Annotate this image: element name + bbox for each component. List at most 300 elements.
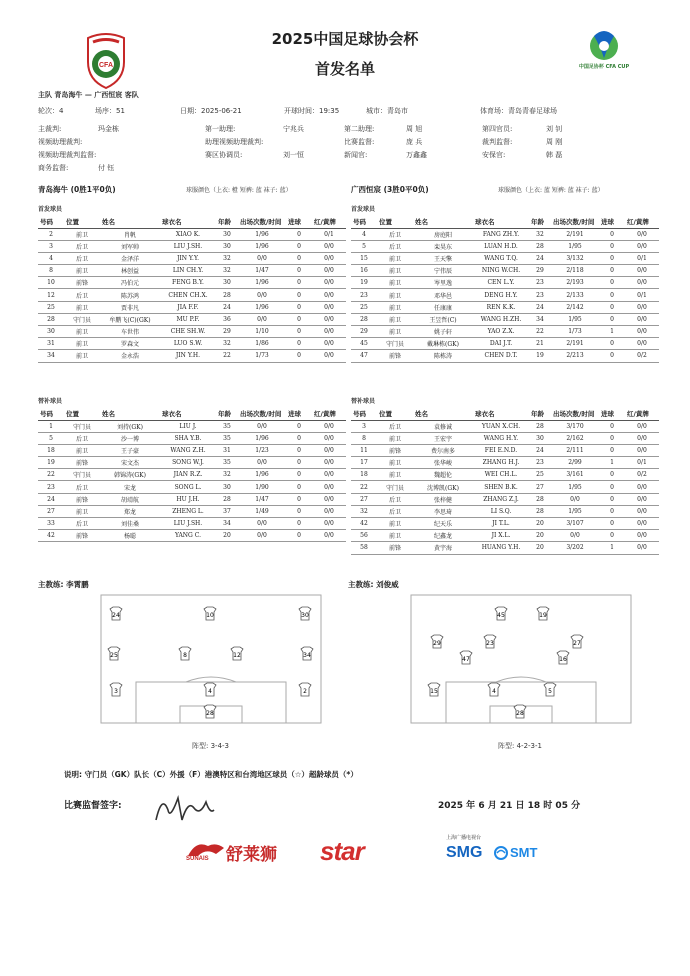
column-header: 球衣名 — [160, 215, 216, 228]
table-cell: 0 — [286, 469, 312, 481]
table-cell: JIA F.F. — [160, 301, 216, 313]
table-cell: 22 — [38, 469, 64, 481]
table-cell: 0 — [286, 505, 312, 517]
table-cell: 0/0 — [238, 518, 286, 530]
table-cell: LUAN H.D. — [473, 240, 529, 252]
table-cell: HU J.H. — [160, 493, 216, 505]
table-row — [38, 493, 346, 505]
table-cell: 0/0 — [312, 265, 346, 277]
table-cell: 24 — [529, 301, 551, 313]
table-cell: 2/118 — [551, 265, 599, 277]
table-cell: ZHANG Z.J. — [473, 493, 529, 505]
table-row — [38, 277, 346, 289]
player-number: 45 — [497, 612, 505, 619]
player-shirt — [179, 647, 191, 660]
table-cell: 前卫 — [377, 518, 413, 530]
table-cell: 陈苏鸿 — [100, 289, 160, 301]
table-cell: 姚子轩 — [413, 326, 473, 338]
table-cell: 21 — [529, 338, 551, 350]
column-header: 出场次数/时间 — [551, 215, 599, 228]
table-row — [351, 338, 659, 350]
table-cell: SONG W.J. — [160, 457, 216, 469]
table-cell: 33 — [38, 518, 64, 530]
official-name: 庞 兵 — [406, 138, 423, 146]
table-cell: 0/0 — [312, 240, 346, 252]
table-cell: 任康康 — [413, 301, 473, 313]
table-cell: 守门员 — [64, 469, 100, 481]
table-cell: 0 — [599, 252, 625, 264]
table-cell: 24 — [216, 301, 238, 313]
official-label: 第四官员: — [482, 125, 513, 133]
table-cell: 58 — [351, 542, 377, 554]
table-row — [351, 444, 659, 456]
table-cell: 后卫 — [64, 432, 100, 444]
table-cell: 0 — [286, 518, 312, 530]
table-row — [38, 240, 346, 252]
table-cell: 杨聪 — [100, 530, 160, 542]
table-cell: 0/0 — [238, 420, 286, 432]
table-cell: 35 — [216, 420, 238, 432]
column-header: 号码 — [38, 215, 64, 228]
table-cell: 1/96 — [238, 228, 286, 240]
table-cell: 12 — [38, 289, 64, 301]
table-cell: YAO Z.X. — [473, 326, 529, 338]
table-cell: 0 — [286, 228, 312, 240]
table-cell: 胡靖航 — [100, 493, 160, 505]
table-cell: 后卫 — [377, 240, 413, 252]
player-number: 5 — [548, 688, 552, 695]
player-shirt — [488, 683, 500, 696]
player-number: 24 — [112, 612, 120, 619]
column-header: 姓名 — [100, 215, 160, 228]
column-header: 进球 — [286, 407, 312, 420]
table-cell: 32 — [216, 338, 238, 350]
table-cell: 0/0 — [625, 530, 659, 542]
smg-top-text: 上海广播电视台 — [446, 835, 482, 841]
sponsor-sunais — [186, 838, 282, 868]
table-row — [351, 313, 659, 325]
away-formation: 阵型: 4-2-3-1 — [498, 742, 542, 750]
table-cell: ZHANG H.J. — [473, 457, 529, 469]
table-cell: 3/161 — [551, 469, 599, 481]
player-shirt — [431, 635, 443, 648]
table-cell: 前锋 — [64, 530, 100, 542]
sponsor-sunais-en: SUNAIS — [186, 856, 209, 862]
player-number: 29 — [433, 640, 441, 647]
table-cell: 罗森文 — [100, 338, 160, 350]
table-cell: 0 — [599, 469, 625, 481]
player-shirt — [460, 651, 472, 664]
player-number: 28 — [206, 710, 214, 717]
table-cell: 前卫 — [377, 432, 413, 444]
player-number: 16 — [559, 656, 567, 663]
page-subtitle: 首发名单 — [314, 60, 375, 78]
table-cell: 0 — [286, 493, 312, 505]
player-number: 47 — [462, 656, 470, 663]
table-cell: 王子豪 — [100, 444, 160, 456]
table-row — [351, 493, 659, 505]
table-cell: 30 — [38, 326, 64, 338]
table-cell: 车世伟 — [100, 326, 160, 338]
table-cell: 0/0 — [625, 338, 659, 350]
table-cell: 戴琳栋(GK) — [413, 338, 473, 350]
home-formation-pitch — [100, 594, 322, 724]
table-cell: 32 — [351, 505, 377, 517]
player-shirt — [514, 705, 526, 718]
table-row — [38, 289, 346, 301]
table-cell: CHEN D.T. — [473, 350, 529, 362]
away-starting-label: 首发球员 — [351, 206, 376, 213]
table-cell: 后卫 — [64, 518, 100, 530]
table-cell: 2 — [38, 228, 64, 240]
table-cell: 宋龙 — [100, 481, 160, 493]
table-cell: 1/96 — [238, 469, 286, 481]
table-cell: SONG L. — [160, 481, 216, 493]
table-cell: 8 — [38, 265, 64, 277]
table-row — [351, 326, 659, 338]
signature-time: 2025 年 6 月 21 日 18 时 05 分 — [438, 801, 581, 811]
table-cell: 1/10 — [238, 326, 286, 338]
table-row — [38, 481, 346, 493]
column-header: 年龄 — [216, 407, 238, 420]
table-cell: 后卫 — [64, 240, 100, 252]
table-cell: FEI E.N.D. — [473, 444, 529, 456]
official-name: 韩 磊 — [546, 151, 563, 159]
table-cell: 王昱哲(C) — [413, 313, 473, 325]
player-number: 8 — [183, 652, 187, 659]
table-cell: 0/0 — [625, 493, 659, 505]
table-cell: 0 — [286, 313, 312, 325]
table-cell: 金泽洋 — [100, 252, 160, 264]
table-cell: 1/95 — [551, 240, 599, 252]
table-cell: 0/0 — [312, 313, 346, 325]
table-cell: 30 — [529, 432, 551, 444]
player-shirt — [484, 635, 496, 648]
table-cell: 0 — [286, 326, 312, 338]
column-header: 出场次数/时间 — [238, 215, 286, 228]
table-cell: 28 — [351, 313, 377, 325]
table-cell: 前卫 — [377, 265, 413, 277]
table-cell: 37 — [216, 505, 238, 517]
table-cell: 0 — [599, 289, 625, 301]
table-cell: 25 — [38, 301, 64, 313]
city: 城市：青岛市 — [366, 107, 408, 115]
venue: 体育场：青岛青春足球场 — [480, 107, 557, 115]
table-cell: 0 — [599, 420, 625, 432]
table-cell: 陈栋涛 — [413, 350, 473, 362]
column-header: 号码 — [38, 407, 64, 420]
table-cell: 0/0 — [312, 289, 346, 301]
away-starting-table — [351, 215, 659, 363]
table-cell: 0 — [286, 338, 312, 350]
table-cell: 23 — [38, 481, 64, 493]
table-cell: 0 — [286, 481, 312, 493]
table-cell: 0/0 — [312, 493, 346, 505]
table-row — [351, 432, 659, 444]
table-cell: 后卫 — [64, 252, 100, 264]
table-cell: 魏超伦 — [413, 469, 473, 481]
table-cell: 肖帆 — [100, 228, 160, 240]
table-cell: 前卫 — [377, 301, 413, 313]
table-cell: 1/23 — [238, 444, 286, 456]
away-subs-label: 替补球员 — [351, 398, 376, 405]
table-cell: 42 — [38, 530, 64, 542]
table-cell: 27 — [38, 505, 64, 517]
table-row — [351, 240, 659, 252]
cfa-logo-text: CFA — [99, 62, 113, 69]
table-cell: 前锋 — [64, 457, 100, 469]
table-cell: 0/0 — [625, 240, 659, 252]
match-no: 场序：51 — [95, 107, 125, 115]
table-cell: 20 — [529, 518, 551, 530]
table-cell: 32 — [216, 469, 238, 481]
table-row — [351, 420, 659, 432]
table-cell: XIAO K. — [160, 228, 216, 240]
table-cell: 前卫 — [64, 326, 100, 338]
table-cell: 0/0 — [625, 326, 659, 338]
table-cell: 32 — [216, 252, 238, 264]
column-header: 位置 — [64, 407, 100, 420]
table-cell: 47 — [351, 350, 377, 362]
table-row — [351, 530, 659, 542]
round: 轮次：4 — [38, 107, 64, 115]
table-cell: JI X.L. — [473, 530, 529, 542]
table-cell: 0 — [599, 518, 625, 530]
player-shirt — [557, 651, 569, 664]
table-cell: FANG ZH.Y. — [473, 228, 529, 240]
official-label: 助理视频助理裁判: — [205, 138, 264, 146]
table-cell: 5 — [38, 432, 64, 444]
player-shirt — [299, 607, 311, 620]
table-cell: 0/2 — [625, 350, 659, 362]
official-name: 玛金栋 — [98, 125, 119, 133]
home-subs-label: 替补球员 — [38, 398, 63, 405]
table-cell: 35 — [216, 457, 238, 469]
table-cell: 1/96 — [238, 240, 286, 252]
player-number: 19 — [539, 612, 547, 619]
table-cell: 0/0 — [238, 457, 286, 469]
table-cell: WANG T.Q. — [473, 252, 529, 264]
table-cell: 1/95 — [551, 505, 599, 517]
table-cell: 32 — [216, 265, 238, 277]
table-row — [351, 469, 659, 481]
table-row — [38, 252, 346, 264]
table-cell: 前锋 — [377, 542, 413, 554]
table-cell: 0 — [599, 350, 625, 362]
table-cell: 30 — [216, 277, 238, 289]
table-row — [38, 530, 346, 542]
player-shirt — [301, 647, 313, 660]
table-cell: 1/90 — [238, 481, 286, 493]
table-cell: 0/0 — [312, 420, 346, 432]
table-cell: 前锋 — [377, 444, 413, 456]
table-row — [38, 313, 346, 325]
official-label: 安保官: — [482, 151, 506, 159]
table-cell: 后卫 — [377, 228, 413, 240]
official-name: 宁兆兵 — [283, 125, 304, 133]
table-cell: 23 — [351, 289, 377, 301]
official-label: 第二助理: — [344, 125, 375, 133]
table-cell: 0/0 — [551, 493, 599, 505]
official-label: 比赛监督: — [344, 138, 375, 146]
player-number: 30 — [301, 612, 309, 619]
table-cell: 23 — [529, 289, 551, 301]
table-cell: 3/132 — [551, 252, 599, 264]
table-cell: 28 — [529, 420, 551, 432]
table-cell: 20 — [529, 530, 551, 542]
table-cell: 34 — [216, 518, 238, 530]
table-cell: 0/1 — [625, 289, 659, 301]
column-header: 球衣名 — [473, 407, 529, 420]
table-cell: YUAN X.CH. — [473, 420, 529, 432]
table-cell: 10 — [38, 277, 64, 289]
column-header: 位置 — [64, 215, 100, 228]
page-title: 2025中国足球协会杯 — [271, 30, 419, 48]
official-label: 商务监督: — [38, 164, 69, 172]
column-header: 出场次数/时间 — [238, 407, 286, 420]
table-cell: FENG B.Y. — [160, 277, 216, 289]
table-cell: 前卫 — [64, 444, 100, 456]
legend-note: 说明: 守门员（GK）队长（C）外援（F）港澳特区和台湾地区球员（☆）超龄球员（*） — [64, 770, 358, 779]
table-cell: 0/0 — [238, 530, 286, 542]
away-kit: 球服颜色（上衣: 蓝 短裤: 蓝 袜子: 蓝） — [498, 187, 604, 194]
table-row — [38, 505, 346, 517]
table-cell: 0/1 — [312, 228, 346, 240]
player-number: 23 — [486, 640, 494, 647]
sunais-lion-icon — [186, 838, 226, 858]
player-number: 4 — [492, 688, 496, 695]
table-cell: 3 — [38, 240, 64, 252]
official-label: 新闻官: — [344, 151, 368, 159]
kickoff-time: 开球时间：19:35 — [284, 107, 340, 115]
table-cell: 0 — [599, 432, 625, 444]
sponsor-sunais-cn: 舒莱狮 — [226, 845, 277, 864]
official-label: 主裁判: — [38, 125, 62, 133]
table-cell: DAI J.T. — [473, 338, 529, 350]
table-cell: 0/0 — [625, 301, 659, 313]
column-header: 球衣名 — [473, 215, 529, 228]
table-cell: 0/0 — [312, 505, 346, 517]
table-cell: 前卫 — [64, 505, 100, 517]
table-cell: 0 — [286, 252, 312, 264]
table-cell: 56 — [351, 530, 377, 542]
table-cell: 后卫 — [64, 481, 100, 493]
player-number: 12 — [233, 652, 241, 659]
table-cell: 0/0 — [625, 420, 659, 432]
table-cell: 0 — [599, 481, 625, 493]
table-cell: SHEN B.K. — [473, 481, 529, 493]
table-cell: LIU J. — [160, 420, 216, 432]
table-cell: 0/0 — [312, 469, 346, 481]
table-cell: 房庭阳 — [413, 228, 473, 240]
signature-image — [148, 790, 218, 828]
player-number: 4 — [208, 688, 212, 695]
table-cell: 28 — [38, 313, 64, 325]
table-cell: 刘持(GK) — [100, 420, 160, 432]
player-number: 2 — [303, 688, 307, 695]
player-number: 34 — [303, 652, 311, 659]
table-cell: 0/0 — [312, 457, 346, 469]
table-cell: 18 — [351, 469, 377, 481]
column-header: 红/黄牌 — [312, 215, 346, 228]
table-cell: 16 — [351, 265, 377, 277]
table-cell: 前卫 — [377, 326, 413, 338]
table-cell: 前卫 — [377, 313, 413, 325]
table-cell: 2/111 — [551, 444, 599, 456]
table-cell: 0/0 — [625, 542, 659, 554]
table-cell: 3/170 — [551, 420, 599, 432]
table-cell: 刘佳桑 — [100, 518, 160, 530]
table-row — [38, 265, 346, 277]
table-cell: 沙一博 — [100, 432, 160, 444]
table-cell: 0 — [599, 505, 625, 517]
table-cell: 25 — [351, 301, 377, 313]
official-label: 裁判监督: — [482, 138, 513, 146]
cup-logo-text: 中国足协杯 CFA CUP — [578, 64, 630, 70]
table-row — [351, 289, 659, 301]
player-shirt — [231, 647, 243, 660]
table-cell: CHEN CH.X. — [160, 289, 216, 301]
table-cell: 0/0 — [625, 265, 659, 277]
table-cell: 前卫 — [64, 338, 100, 350]
table-cell: CEN L.Y. — [473, 277, 529, 289]
table-cell: 1/47 — [238, 265, 286, 277]
table-cell: 0/0 — [625, 228, 659, 240]
table-cell: 22 — [351, 481, 377, 493]
table-row — [38, 228, 346, 240]
table-cell: 0/0 — [238, 252, 286, 264]
table-cell: 前卫 — [377, 530, 413, 542]
signature-label: 比赛监督签字: — [64, 801, 122, 811]
table-row — [38, 457, 346, 469]
home-starting-table — [38, 215, 346, 363]
table-cell: 0 — [599, 240, 625, 252]
player-shirt — [204, 705, 216, 718]
table-cell: 27 — [529, 481, 551, 493]
table-cell: 纪天乐 — [413, 518, 473, 530]
table-cell: 4 — [38, 252, 64, 264]
table-cell: 0/0 — [625, 444, 659, 456]
table-cell: 0 — [599, 301, 625, 313]
table-cell: 0/0 — [238, 289, 286, 301]
cfa-cup-logo — [578, 26, 630, 82]
table-cell: 23 — [529, 457, 551, 469]
table-cell: 0 — [286, 301, 312, 313]
table-cell: 前卫 — [377, 289, 413, 301]
match-date: 日期：2025-06-21 — [180, 107, 242, 115]
table-cell: 4 — [351, 228, 377, 240]
table-cell: JIAN R.Z. — [160, 469, 216, 481]
table-row — [38, 432, 346, 444]
table-cell: LUO S.W. — [160, 338, 216, 350]
table-cell: 0/0 — [238, 313, 286, 325]
table-cell: 1/49 — [238, 505, 286, 517]
table-row — [38, 301, 346, 313]
table-cell: 前锋 — [64, 277, 100, 289]
player-number: 15 — [430, 688, 438, 695]
table-cell: LIU J.SH. — [160, 518, 216, 530]
player-number: 3 — [114, 688, 118, 695]
table-cell: 0 — [599, 277, 625, 289]
table-cell: 守门员 — [377, 338, 413, 350]
player-shirt — [495, 607, 507, 620]
table-row — [351, 228, 659, 240]
away-formation-pitch — [410, 594, 632, 724]
table-cell: 2/99 — [551, 457, 599, 469]
table-cell: 郑龙 — [100, 505, 160, 517]
table-row — [351, 542, 659, 554]
table-cell: 0 — [286, 240, 312, 252]
